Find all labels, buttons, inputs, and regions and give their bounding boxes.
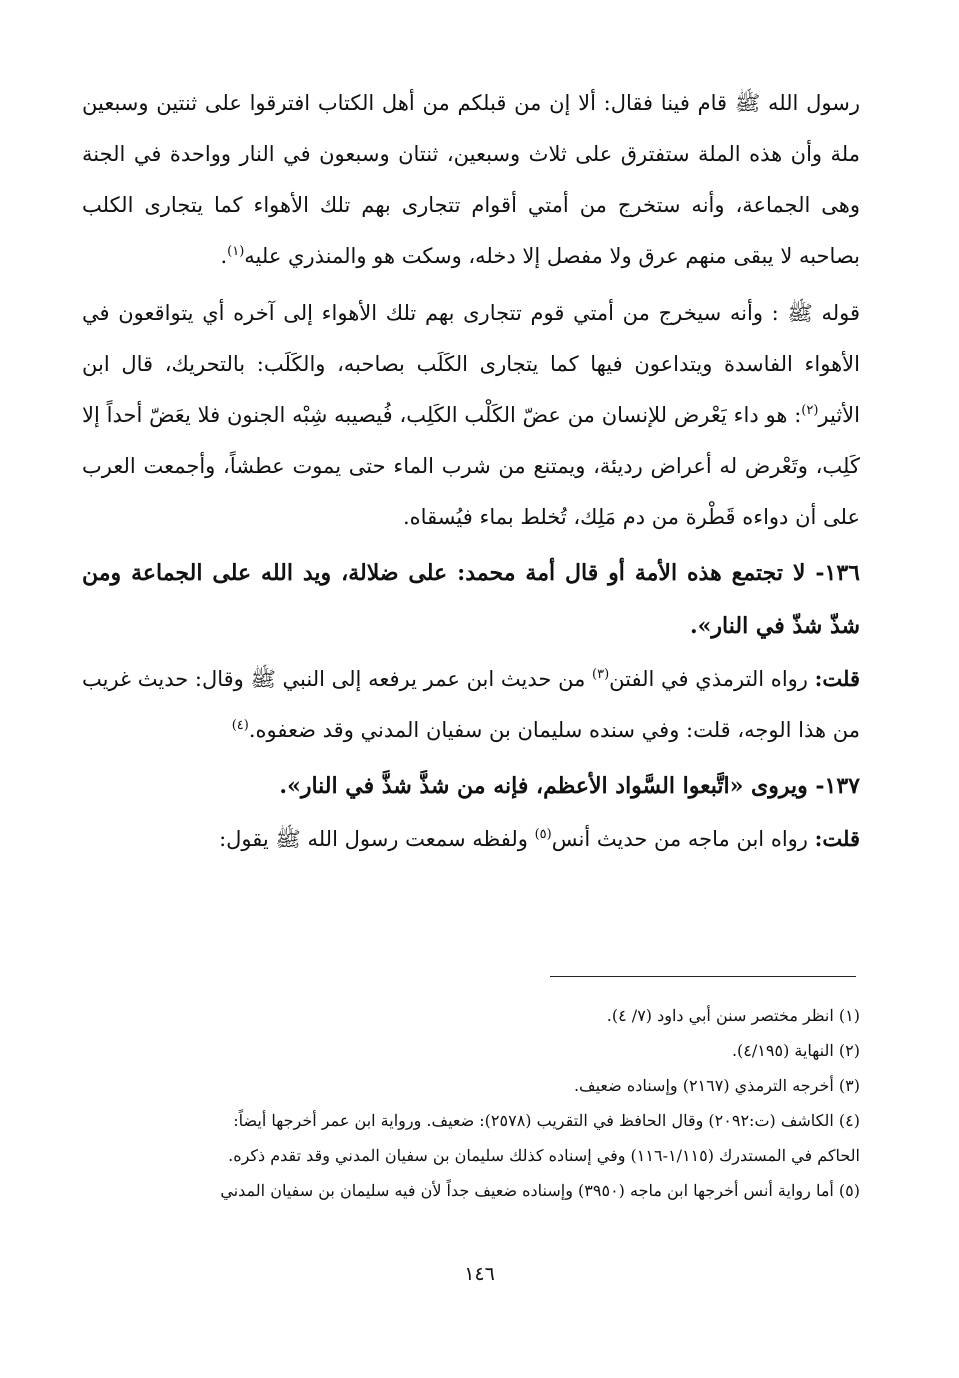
paragraph-1-end: . — [220, 244, 228, 268]
footnote-ref-4[interactable]: (٤) — [231, 718, 249, 733]
hadith-136: ١٣٦- لا تجتمع هذه الأمة أو قال أمة محمد: على ضلالة، ويد الله على الجماعة ومن شذّ شذّ في النار». — [82, 560, 860, 639]
footnote-ref-1[interactable]: (١) — [227, 244, 245, 259]
hadith-137: ١٣٧- ويروى «اتَّبعوا السَّواد الأعظم، فإنه من شذَّ شذَّ في النار». — [279, 773, 860, 799]
footnote-4-continuation: الحاكم في المستدرك (١/١١٥-١١٦) وفي إسناده كذلك سليمان بن سفيان المدني وقد تقدم ذكره. — [228, 1146, 860, 1165]
paragraph-4 — [82, 813, 860, 865]
paragraph-3-text-a: رواه الترمذي في الفتن — [609, 667, 815, 691]
footnote-3: (٣) أخرجه الترمذي (٢١٦٧) وإسناده ضعيف. — [573, 1076, 860, 1095]
footnote-ref-2[interactable]: (٢) — [801, 403, 819, 418]
paragraph-4-text-b: ولفظه سمعت رسول الله ﷺ يقول: — [219, 827, 535, 851]
paragraph-2 — [82, 288, 860, 543]
footnote-separator — [550, 976, 856, 977]
paragraph-3 — [82, 653, 860, 756]
paragraph-3-lead: قلت: — [814, 666, 860, 691]
footnote-ref-5[interactable]: (٥) — [534, 827, 552, 842]
footnote-5: (٥) أما رواية أنس أخرجها ابن ماجه (٣٩٥٠) وإسناده ضعيف جداً لأن فيه سليمان بن سفيان المدني — [220, 1181, 860, 1200]
paragraph-3-text-b: من حديث ابن عمر يرفعه إلى النبي ﷺ وقال: حديث غريب من هذا الوجه، قلت: وفي سنده سليمان بن سفيان المدني وقد ضعفوه. — [82, 667, 860, 742]
paragraph-2-text-a: قوله ﷺ : وأنه سيخرج من أمتي قوم تتجارى بهم تلك الأهواء إلى آخره أي يتواقعون في الأهواء الفاسدة ويتداعون فيها كما يتجارى الكَلَب بصاحبه، والكَلَب: بالتحريك، قال ابن الأثير — [82, 301, 860, 427]
paragraph-2-text-b: : هو داء يَعْرض للإنسان من عضّ الكَلْب الكَلِب، فُيصيبه شِبْه الجنون فلا يعَضّ أحداً إلا كَلِب، وتَعْرض له أعراض رديئة، ويمتنع من شرب الماء حتى يموت عطشاً، وأجمعت العرب على أن دواءه قَطْرة من دم مَلِك، تُخلط بماء فيُسقاه. — [82, 403, 860, 529]
paragraph-4-lead: قلت: — [814, 826, 860, 851]
footnote-4: (٤) الكاشف (ت:٢٠٩٢) وقال الحافظ في التقريب (٢٥٧٨): ضعيف. ورواية ابن عمر أخرجها أيضاً: — [233, 1111, 860, 1130]
paragraph-1-text: رسول الله ﷺ قام فينا فقال: ألا إن من قبلكم من أهل الكتاب افترقوا على ثنتين وسبعين ملة وأن هذه الملة ستفترق على ثلاث وسبعين، ثنتان وسبعون في النار وواحدة في الجنة وهى الجماعة، وأنه ستخرج من أمتي أقوام تتجارى بهم تلك الأهواء كما يتجارى الكلب بصاحبه لا يبقى منهم عرق ولا مفصل إلا دخله، وسكت هو والمنذري عليه — [82, 91, 860, 268]
page-number: ١٤٦ — [464, 1263, 495, 1285]
footnotes — [82, 998, 860, 1208]
paragraph-1 — [82, 78, 860, 282]
footnote-1: (١) انظر مختصر سنن أبي داود (٧/ ٤). — [606, 1006, 860, 1025]
footnote-2: (٢) النهاية (٤/١٩٥). — [731, 1041, 860, 1060]
paragraph-4-text-a: رواه ابن ماجه من حديث أنس — [551, 827, 815, 851]
footnote-ref-3[interactable]: (٣) — [592, 667, 610, 682]
